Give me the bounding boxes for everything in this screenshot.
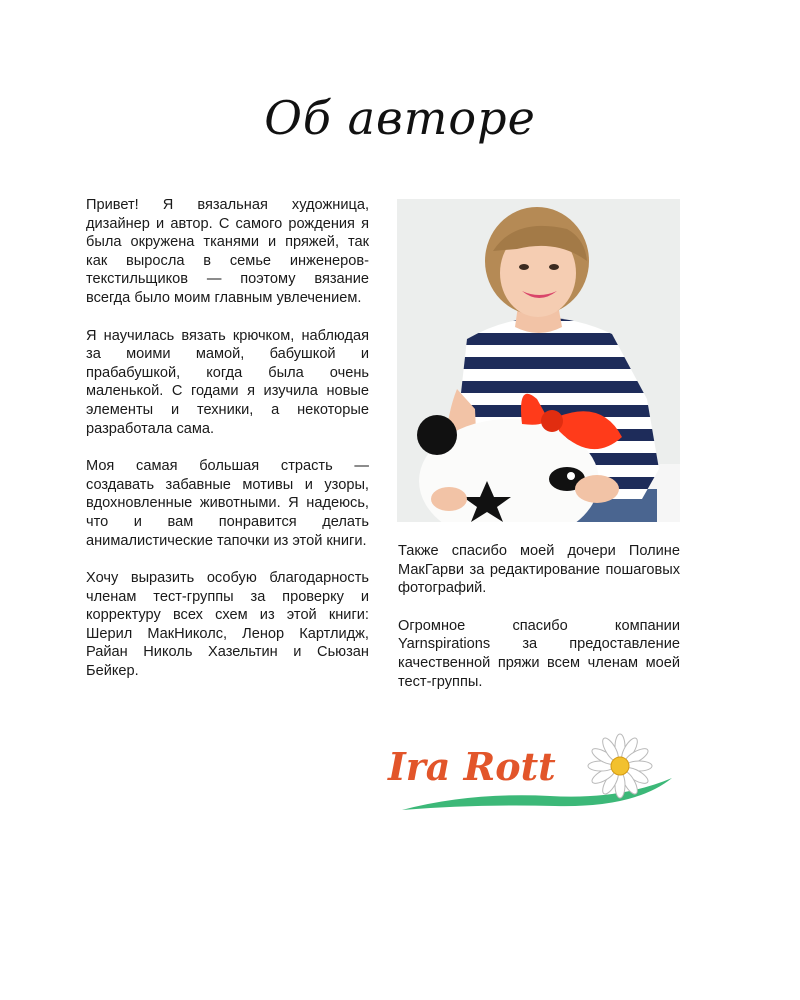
author-photo-icon: [397, 199, 680, 522]
intro-text-column: [86, 196, 369, 700]
paragraph-passion: Моя самая большая страсть — создавать забавные мотивы и узоры, вдохновленные животными. Я надеюсь, что и вам понравится делать анималистические тапочки из этой книги.: [86, 458, 369, 549]
author-photo: [397, 199, 680, 522]
thanks-text-column: [398, 542, 680, 710]
paragraph-learning: Я научилась вязать крючком, наблюдая за моими мамой, бабушкой и прабабушкой, когда была очень маленькой. С годами я изучила новые элементы и техники, а некоторые разработала сама.: [86, 327, 369, 437]
paragraph-thanks-testers: Хочу выразить особую благодарность членам тест-группы за проверку и корректуру всех схем из этой книги: Шерил МакНиколс, Ленор Картлидж, Райан Николь Хазельтин и Сьюзан Бейкер.: [86, 570, 369, 680]
author-signature: [380, 730, 680, 830]
paragraph-greeting: Привет! Я вязальная художница, дизайнер и автор. С самого рождения я была окружена тканями и пряжей, так как выросла в семье инженеров-текстильщиков — поэтому вязание всегда было моим главным увлечением.: [86, 197, 369, 306]
signature-text: Ira Rott: [388, 744, 556, 789]
page-title: Об авторе: [264, 91, 536, 145]
paragraph-thanks-yarnspirations: Огромное спасибо компании Yarnspirations за предоставление качественной пряжи всем членам моей тест-группы.: [398, 617, 680, 690]
paragraph-thanks-daughter: Также спасибо моей дочери Полине МакГарви за редактирование пошаговых фотографий.: [398, 543, 680, 597]
